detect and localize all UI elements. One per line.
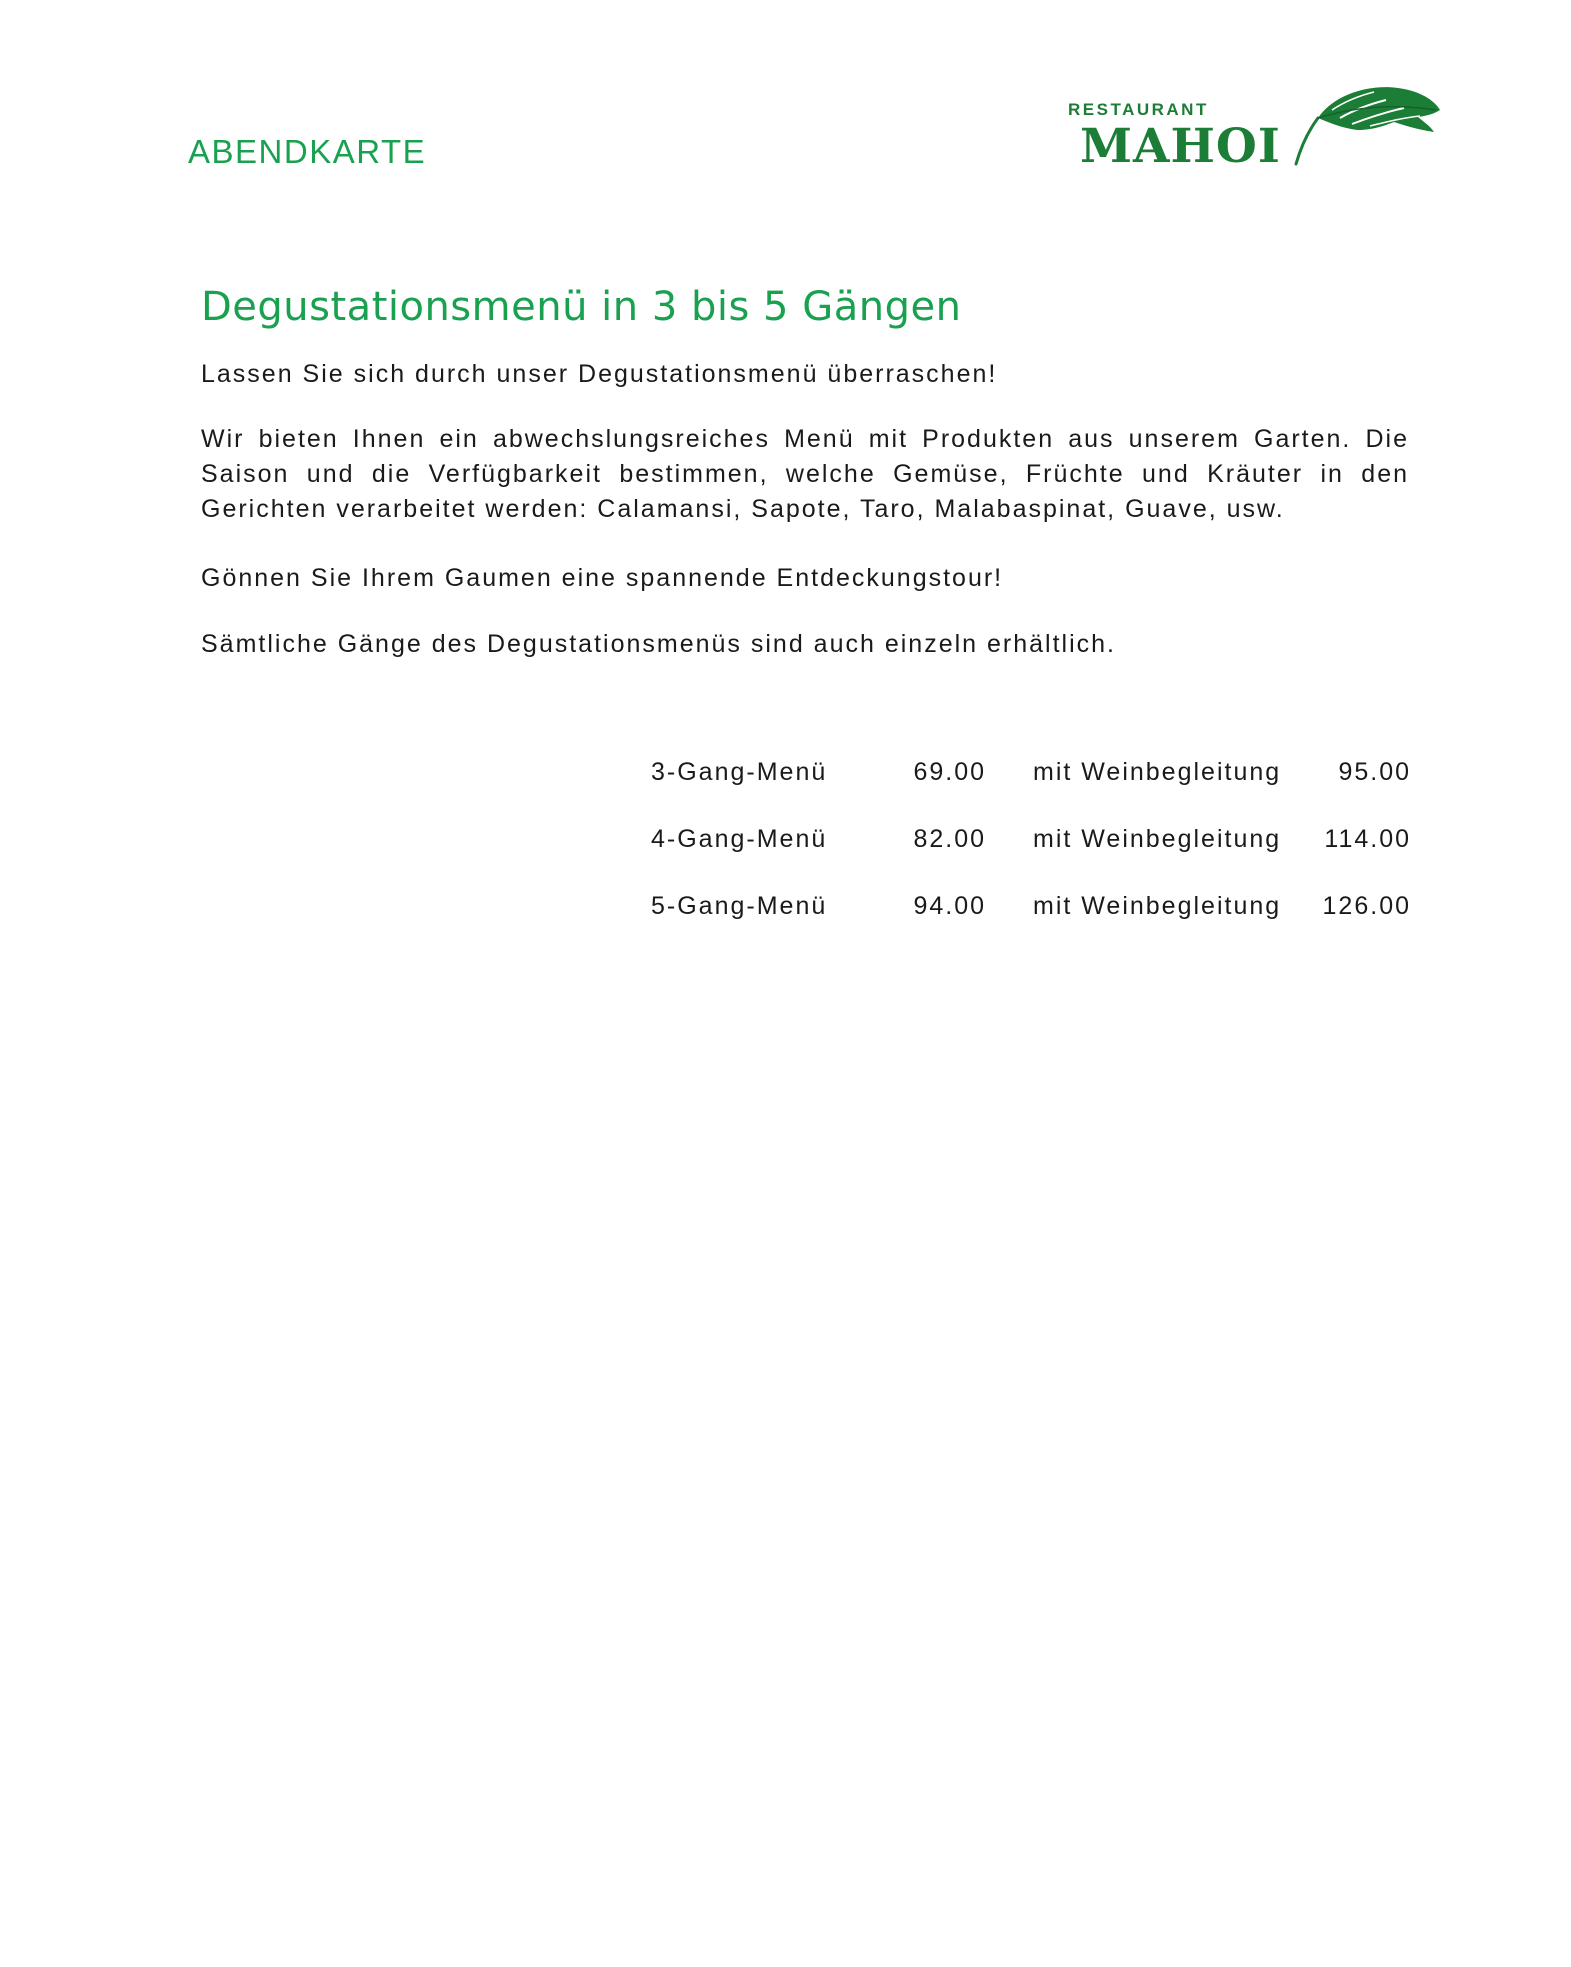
menu-price: 69.00 [913, 758, 986, 786]
wine-pairing-label: mit Weinbegleitung [1033, 892, 1282, 920]
menu-price: 94.00 [913, 892, 986, 920]
section-heading: Degustationsmenü in 3 bis 5 Gängen [201, 284, 962, 330]
logo-restaurant-label: RESTAURANT [1068, 100, 1209, 119]
intro-paragraph: Lassen Sie sich durch unser Degustationsmenü überraschen! [201, 360, 998, 388]
discovery-paragraph: Gönnen Sie Ihrem Gaumen eine spannende Entdeckungstour! [201, 564, 1004, 592]
menu-name: 3-Gang-Menü [651, 758, 828, 786]
palm-leaf-icon [1274, 80, 1444, 170]
menu-price: 82.00 [913, 825, 986, 853]
single-courses-paragraph: Sämtliche Gänge des Degustationsmenüs sind auch einzeln erhältlich. [201, 630, 1117, 658]
wine-pairing-price: 95.00 [1338, 758, 1411, 786]
menu-name: 4-Gang-Menü [651, 825, 828, 853]
restaurant-logo [1064, 80, 1444, 175]
price-row-5-gang [651, 892, 1411, 959]
garden-paragraph: Wir bieten Ihnen ein abwechslungsreiches Menü mit Produkten aus unserem Garten. Die Saison und die Verfügbarkeit bestimmen, welche Gemüse, Früchte und Kräuter in den Gerichten verarbeitet werden: Calamansi, Sapote, Taro, Malabaspinat, Guave, usw. [201, 425, 1409, 523]
menu-name: 5-Gang-Menü [651, 892, 828, 920]
logo-restaurant-name: MAHOI [1080, 119, 1281, 174]
wine-pairing-label: mit Weinbegleitung [1033, 758, 1282, 786]
wine-pairing-price: 126.00 [1322, 892, 1411, 920]
wine-pairing-label: mit Weinbegleitung [1033, 825, 1282, 853]
price-table [651, 758, 1411, 959]
page-title: ABENDKARTE [188, 133, 427, 170]
wine-pairing-price: 114.00 [1324, 825, 1411, 853]
price-row-3-gang [651, 758, 1411, 825]
price-row-4-gang [651, 825, 1411, 892]
